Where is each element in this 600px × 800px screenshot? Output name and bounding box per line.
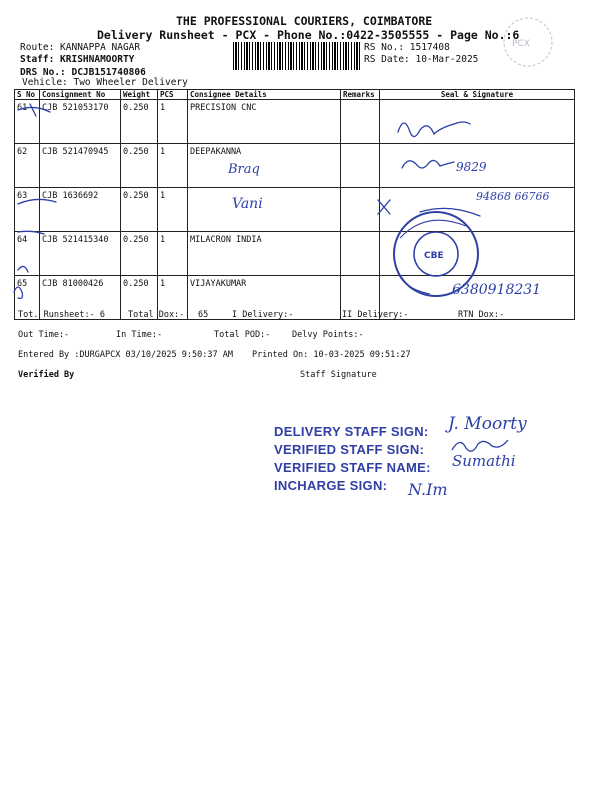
delvy-points: Delvy Points:- — [292, 330, 364, 340]
col-weight: Weight — [121, 90, 158, 100]
col-sno: S No — [15, 90, 40, 100]
route: Route: KANNAPPA NAGAR — [20, 42, 141, 53]
handwritten-phone-3: 6380918231 — [452, 282, 542, 298]
entered-by: Entered By :DURGAPCX 03/10/2025 9:50:37 AM — [18, 350, 233, 360]
handwritten-note-row63: Vani — [232, 196, 263, 212]
col-pcs: PCS — [158, 90, 188, 100]
col-consignee: Consignee Details — [188, 90, 341, 100]
cell-pcs: 1 — [158, 232, 188, 276]
handwritten-note-row62: Braq — [228, 162, 260, 177]
printed-on: Printed On: 10-03-2025 09:51:27 — [252, 350, 411, 360]
in-time: In Time:- — [116, 330, 163, 340]
total-runsheet: Tot. Runsheet:- 6 — [18, 310, 105, 320]
verified-staff-name-label: VERIFIED STAFF NAME: — [274, 460, 431, 475]
out-time: Out Time:- — [18, 330, 70, 340]
i-delivery: I Delivery:- — [232, 310, 294, 320]
ii-delivery: II Delivery:- — [342, 310, 409, 320]
company-seal-icon — [386, 208, 486, 304]
cell-consignment: CJB 521053170 — [40, 100, 121, 144]
cell-consignment: CJB 81000426 — [40, 276, 121, 320]
total-dox-label: Total Dox:- — [128, 310, 185, 320]
handwritten-scribbles-icon — [0, 0, 600, 320]
cell-weight: 0.250 — [121, 144, 158, 188]
svg-text:CBE: CBE — [424, 251, 444, 261]
col-remarks: Remarks — [341, 90, 380, 100]
staff: Staff: KRISHNAMOORTY — [20, 54, 135, 65]
cell-consignment: CJB 521470945 — [40, 144, 121, 188]
cell-consignment: CJB 521415340 — [40, 232, 121, 276]
verified-staff-name-handwritten: Sumathi — [452, 452, 516, 470]
verified-by: Verified By — [18, 370, 75, 380]
incharge-signature: N.Im — [408, 480, 448, 499]
cell-weight: 0.250 — [121, 100, 158, 144]
drs-number: DRS No.: DCJB151740806 — [20, 67, 146, 78]
cell-sno: 64 — [15, 232, 40, 276]
col-consignment: Consignment No — [40, 90, 121, 100]
cell-pcs: 1 — [158, 188, 188, 232]
cell-sno: 62 — [15, 144, 40, 188]
handwritten-phone-1: 9829 — [456, 160, 487, 174]
handwritten-phone-2: 94868 66766 — [476, 190, 550, 203]
cell-consignee: DEEPAKANNA — [188, 144, 341, 188]
company-title: THE PROFESSIONAL COURIERS, COIMBATORE — [176, 14, 433, 28]
cell-weight: 0.250 — [121, 188, 158, 232]
delivery-staff-signature: J. Moorty — [448, 414, 527, 434]
cell-consignee: VIJAYAKUMAR — [188, 276, 341, 320]
cell-sno: 61 — [15, 100, 40, 144]
delivery-staff-sign-label: DELIVERY STAFF SIGN: — [274, 424, 429, 439]
col-seal: Seal & Signature — [380, 90, 575, 100]
vehicle: Vehicle: Two Wheeler Delivery — [22, 77, 188, 88]
cell-weight: 0.250 — [121, 232, 158, 276]
cell-pcs: 1 — [158, 276, 188, 320]
cell-weight: 0.250 — [121, 276, 158, 320]
verified-staff-sign-scribble-icon — [450, 436, 540, 456]
cell-sno: 63 — [15, 188, 40, 232]
total-pod: Total POD:- — [214, 330, 271, 340]
runsheet-subtitle: Delivery Runsheet - PCX - Phone No.:0422-3505555 - Page No.:6 — [97, 28, 520, 42]
verified-staff-sign-label: VERIFIED STAFF SIGN: — [274, 442, 425, 457]
total-dox-value: 65 — [198, 310, 209, 320]
rtn-dox: RTN Dox:- — [458, 310, 505, 320]
cell-consignee: PRECISION CNC — [188, 100, 341, 144]
cell-consignee: MILACRON INDIA — [188, 232, 341, 276]
svg-text:PCX: PCX — [512, 39, 530, 49]
incharge-sign-label: INCHARGE SIGN: — [274, 478, 388, 493]
cell-pcs: 1 — [158, 100, 188, 144]
staff-signature: Staff Signature — [300, 370, 377, 380]
cell-consignment: CJB 1636692 — [40, 188, 121, 232]
rs-date: RS Date: 10-Mar-2025 — [364, 54, 479, 65]
rs-number: RS No.: 1517408 — [364, 42, 450, 53]
cell-sno: 65 — [15, 276, 40, 320]
cell-pcs: 1 — [158, 144, 188, 188]
